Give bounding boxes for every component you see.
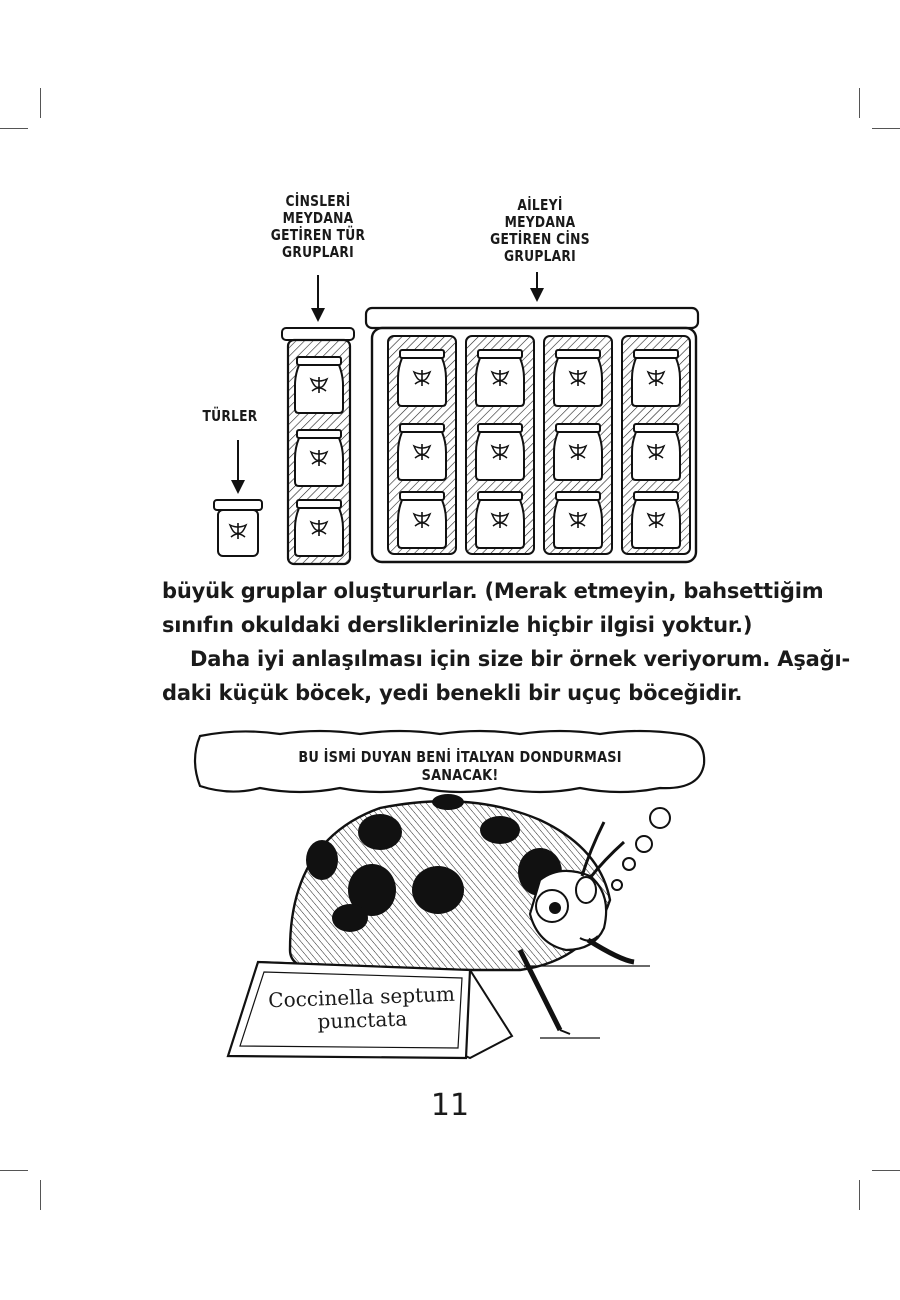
thought-bubble-text: BU İSMİ DUYAN BENİ İTALYAN DONDURMASI SANACAK! xyxy=(298,748,622,784)
label-species: TÜRLER xyxy=(202,407,258,425)
label-genera-line: GRUPLARI xyxy=(282,243,354,261)
crop-mark xyxy=(859,1180,860,1210)
crop-mark xyxy=(40,1180,41,1210)
crop-mark xyxy=(872,1170,900,1171)
label-family-line: GRUPLARI xyxy=(504,247,576,265)
body-paragraph xyxy=(162,574,850,710)
label-family-line: MEYDANA xyxy=(504,213,576,231)
label-family-line: GETİREN CİNS xyxy=(490,230,590,248)
species-sign xyxy=(261,983,462,1036)
label-genera-line: CİNSLERİ xyxy=(285,192,351,210)
label-family xyxy=(486,197,594,265)
species-sign-line: punctata xyxy=(317,1006,408,1034)
label-family-line: AİLEYİ xyxy=(517,196,563,214)
page-number: 11 xyxy=(430,1088,470,1123)
species-sign-line: Coccinella septum xyxy=(267,981,456,1013)
label-genera-line: GETİREN TÜR xyxy=(270,226,366,244)
body-line: sınıfın okuldaki dersliklerinizle hiçbir ilgisi yoktur.) xyxy=(162,613,753,637)
label-genera-line: MEYDANA xyxy=(282,209,354,227)
crop-mark xyxy=(0,1170,28,1171)
body-line: daki küçük böcek, yedi benekli bir uçuç böceğidir. xyxy=(162,681,743,705)
classification-jars-illustration xyxy=(0,0,900,580)
body-line: Daha iyi anlaşılması için size bir örnek veriyorum. Aşağı- xyxy=(190,647,850,671)
label-genera xyxy=(269,193,367,261)
body-line: büyük gruplar oluştururlar. (Merak etmeyin, bahsettiğim xyxy=(162,579,824,603)
